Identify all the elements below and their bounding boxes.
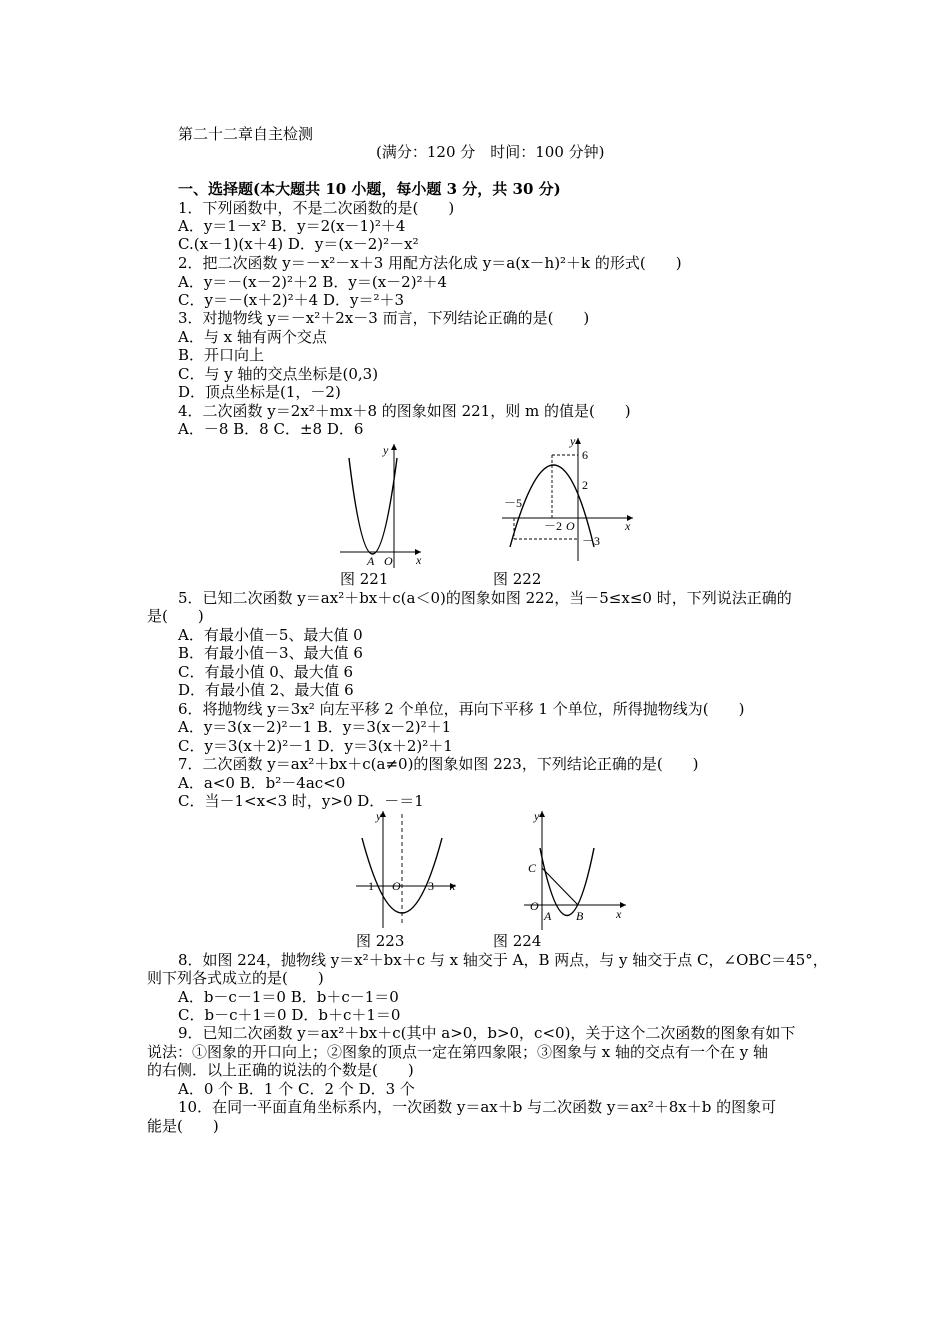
section-heading: 一、选择题(本大题共 10 小题，每小题 3 分，共 30 分) [178,180,561,198]
q3-option-c: C．与 y 轴的交点坐标是(0,3) [178,365,379,383]
fig224-x-label: x [616,907,622,921]
figure-221 [335,440,425,570]
q6-options-ab: A．y＝3(x－2)²－1 B．y＝3(x－2)²＋1 [178,718,452,736]
q8-options-cd: C．b－c＋1＝0 D．b＋c＋1＝0 [178,1006,401,1024]
question-2: 2．把二次函数 y＝－x²－x＋3 用配方法化成 y＝a(x－h)²＋k 的形式( ) [178,254,682,272]
fig224-b-label: B [576,909,584,923]
question-3: 3．对抛物线 y＝－x²＋2x－3 而言，下列结论正确的是( ) [178,309,590,327]
q1-options-ab: A．y＝1－x² B．y＝2(x－1)²＋4 [178,217,406,235]
q2-options-cd: C．y＝－(x＋2)²＋4 D．y＝²＋3 [178,291,405,309]
figure-222-caption: 图 222 [493,570,542,588]
q3-option-b: B．开口向上 [178,346,265,364]
figure-221-caption: 图 221 [340,570,389,588]
question-9-cont-1: 说法：①图象的开口向上；②图象的顶点一定在第四象限；③图象与 x 轴的交点有一个在 y 轴 [147,1043,769,1061]
fig222-label-neg5: －5 [504,496,523,510]
q9-options: A．0 个 B．1 个 C．2 个 D．3 个 [178,1080,415,1098]
fig224-c-label: C [528,861,537,875]
q4-options: A．－8 B．8 C．±8 D．6 [178,420,364,438]
figure-222 [500,435,650,570]
fig221-a-label: A [367,554,375,568]
fig221-x-label: x [416,553,422,567]
figure-224-caption: 图 224 [493,932,542,950]
q5-option-b: B．有最小值－3、最大值 6 [178,644,363,662]
q3-option-a: A．与 x 轴有两个交点 [178,328,327,346]
fig222-x-label: x [625,519,631,533]
question-6: 6．将抛物线 y＝3x² 向左平移 2 个单位，再向下平移 1 个单位，所得抛物线为( ) [178,700,745,718]
fig222-o-label: O [566,519,575,533]
q5-option-a: A．有最小值－5、最大值 0 [178,626,363,644]
fig221-o-label: O [384,554,393,568]
question-5-cont: 是( ) [147,607,204,625]
q8-options-ab: A．b－c－1＝0 B．b＋c－1＝0 [178,988,399,1006]
fig222-label-6: 6 [582,448,588,462]
score-time-info: (满分：120 分 时间：100 分钟) [376,143,605,161]
fig223-label-neg1: －1 [356,879,375,893]
q7-options-cd: C．当－1<x<3 时，y>0 D．－＝1 [178,792,424,810]
q7-options-ab: A．a<0 B．b²－4ac<0 [178,774,346,792]
figure-224 [520,808,630,933]
q1-options-cd: C.(x－1)(x＋4) D．y＝(x－2)²－x² [178,235,419,253]
question-4: 4．二次函数 y＝2x²＋mx＋8 的图象如图 221，则 m 的值是( ) [178,402,631,420]
question-8: 8．如图 224，抛物线 y＝x²＋bx＋c 与 x 轴交于 A，B 两点，与 y 轴交于点 C，∠OBC＝45°， [178,951,828,969]
question-9-cont-2: 的右侧．以上正确的说法的个数是( ) [147,1061,414,1079]
fig223-x-label: x [450,879,456,893]
question-10: 10．在同一平面直角坐标系内，一次函数 y＝ax＋b 与二次函数 y＝ax²＋8x＋b 的图象可 [178,1098,777,1116]
figure-223 [352,808,462,933]
fig222-label-neg2: －2 [544,519,563,533]
fig223-o-label: O [392,879,401,893]
fig224-a-label: A [544,909,552,923]
question-7: 7．二次函数 y＝ax²＋bx＋c(a≠0)的图象如图 223，下列结论正确的是( ) [178,755,699,773]
q6-options-cd: C．y＝3(x＋2)²－1 D．y＝3(x＋2)²＋1 [178,737,453,755]
question-10-cont: 能是( ) [147,1117,219,1135]
q2-options-ab: A．y＝－(x－2)²＋2 B．y＝(x－2)²＋4 [178,273,448,291]
figure-223-caption: 图 223 [356,932,405,950]
q3-option-d: D．顶点坐标是(1，－2) [178,383,341,401]
chapter-title: 第二十二章自主检测 [178,125,314,143]
fig223-y-label: y [376,809,382,823]
question-1: 1．下列函数中，不是二次函数的是( ) [178,199,455,217]
fig224-y-label: y [534,809,540,823]
fig224-o-label: O [530,899,539,913]
fig222-label-neg3: －3 [582,534,601,548]
question-8-cont: 则下列各式成立的是( ) [147,969,324,987]
question-9: 9．已知二次函数 y＝ax²＋bx＋c(其中 a>0，b>0，c<0)，关于这个二次函数的图象有如下 [178,1024,796,1042]
q5-option-d: D．有最小值 2、最大值 6 [178,681,354,699]
q5-option-c: C．有最小值 0、最大值 6 [178,663,354,681]
question-5: 5．已知二次函数 y＝ax²＋bx＋c(a＜0)的图象如图 222，当－5≤x≤0 时，下列说法正确的 [178,589,792,607]
fig223-label-3: 3 [428,879,434,893]
fig222-y-label: y [570,435,576,448]
fig222-label-2: 2 [582,478,588,492]
fig221-y-label: y [383,443,389,457]
